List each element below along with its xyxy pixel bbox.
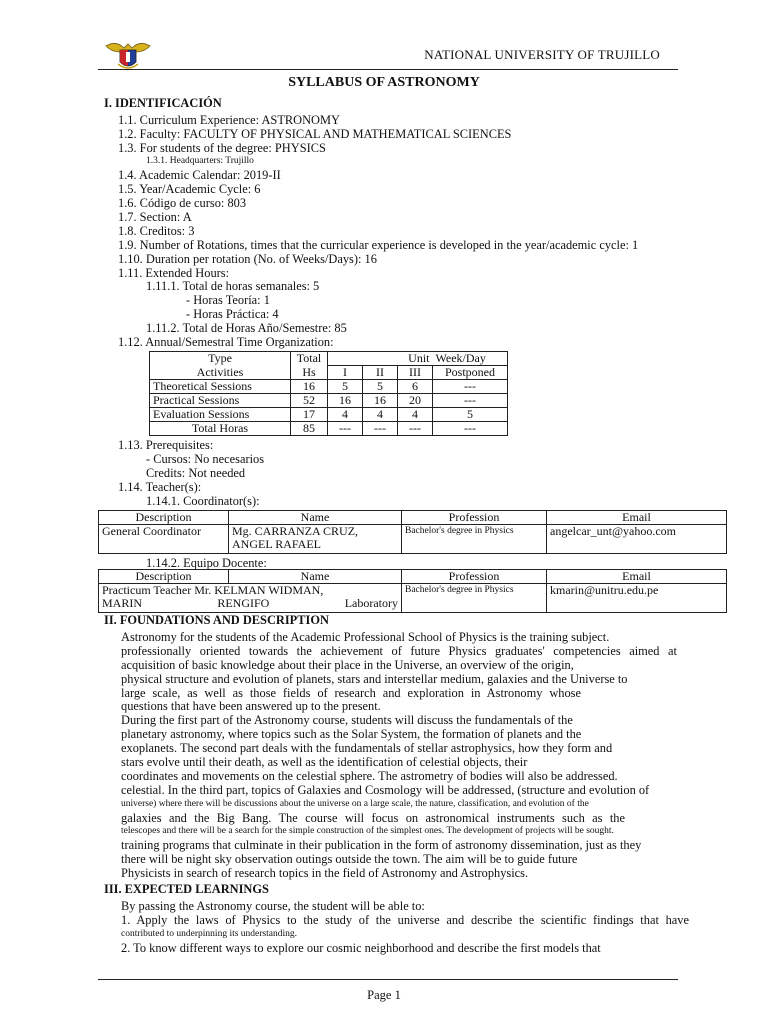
table-header: Description — [99, 511, 229, 525]
table-cell: 52 — [291, 394, 328, 408]
paragraph-line: professionally oriented towards the achievement of future Physics graduates' competencies aimed at — [121, 643, 677, 658]
item-line: 1.3.1. Headquarters: Trujillo — [146, 156, 254, 166]
table-cell: 5 — [328, 380, 363, 394]
table-cell: Theoretical Sessions — [150, 380, 291, 394]
item-line: 1.6. Código de curso: 803 — [118, 196, 247, 210]
coordinator-name-line1: Mg. CARRANZA CRUZ, — [232, 524, 359, 538]
section-heading: II. FOUNDATIONS AND DESCRIPTION — [104, 613, 329, 627]
table-row — [150, 380, 508, 394]
table-header: Activities — [150, 366, 291, 380]
item-line: 1.7. Section: A — [118, 210, 192, 224]
paragraph-line: planetary astronomy, where topics such as the Solar System, the formation of planets and the — [121, 727, 582, 742]
time-organization-table — [149, 351, 508, 436]
table-cell: 5 — [363, 380, 398, 394]
teacher-surname2: RENGIFO — [217, 596, 270, 610]
table-row — [99, 584, 727, 613]
table-header: Profession — [402, 511, 547, 525]
table-cell: Practical Sessions — [150, 394, 291, 408]
teacher-line2 — [102, 597, 398, 610]
item-line: Credits: Not needed — [146, 466, 246, 480]
item-line: 1.4. Academic Calendar: 2019-II — [118, 168, 281, 182]
item-line: 1.11.1. Total de horas semanales: 5 — [146, 279, 320, 293]
table-header: Name — [229, 570, 402, 584]
table-cell: 4 — [398, 408, 433, 422]
item-line: 1.8. Creditos: 3 — [118, 224, 195, 238]
paragraph-line: 1. Apply the laws of Physics to the study of the universe and describe the scientific findings that have — [121, 912, 689, 927]
item-line: 1.1. Curriculum Experience: ASTRONOMY — [118, 113, 340, 127]
item-line: 1.14.2. Equipo Docente: — [146, 556, 267, 570]
page-number: Page 1 — [367, 988, 401, 1002]
item-line: 1.11. Extended Hours: — [118, 266, 230, 280]
footer-rule — [98, 979, 678, 980]
item-line: - Horas Teoría: 1 — [186, 293, 270, 307]
table-cell: --- — [433, 422, 508, 436]
table-cell: --- — [328, 422, 363, 436]
table-cell: 4 — [363, 408, 398, 422]
table-cell: Bachelor's degree in Physics — [402, 525, 547, 554]
table-cell: Total Horas — [150, 422, 291, 436]
paragraph-line: By passing the Astronomy course, the student will be able to: — [121, 899, 425, 913]
table-header: II — [363, 366, 398, 380]
paragraph-line: questions that have been answered up to the present. — [121, 699, 381, 714]
table-cell: 16 — [291, 380, 328, 394]
table-header: Name — [229, 511, 402, 525]
table-row — [99, 525, 727, 554]
paragraph-line: acquisition of basic knowledge about their place in the Universe, an overview of the origin, — [121, 657, 574, 672]
paragraph-line: telescopes and there will be a search for the simple construction of the simplest ones. The development of projects will be sought. — [121, 826, 614, 837]
teacher-role: Laboratory — [344, 596, 398, 610]
table-header: Hs — [291, 366, 328, 380]
paragraph-line: universe) where there will be discussions about the universe on a large scale, the nature, classification, and evolution of the — [121, 798, 589, 809]
table-cell: --- — [398, 422, 433, 436]
section-heading: I. IDENTIFICACIÓN — [104, 96, 222, 110]
table-cell: --- — [433, 394, 508, 408]
table-cell: 20 — [398, 394, 433, 408]
paragraph-line: 2. To know different ways to explore our cosmic neighborhood and describe the first models that — [121, 940, 601, 955]
item-line: 1.9. Number of Rotations, times that the curricular experience is developed in the year/academic cycle: 1 — [118, 238, 639, 252]
table-cell: 16 — [363, 394, 398, 408]
teacher-surname: MARIN — [102, 596, 143, 610]
item-line: 1.13. Prerequisites: — [118, 438, 214, 452]
paragraph-line: contributed to underpinning its understanding. — [121, 928, 297, 939]
table-header: Email — [547, 570, 727, 584]
table-header: III — [398, 366, 433, 380]
item-line: 1.14. Teacher(s): — [118, 480, 202, 494]
paragraph-line: training programs that culminate in their publication in the form of astronomy dissemination, just as they — [121, 838, 642, 853]
paragraph-line: Astronomy for the students of the Academic Professional School of Physics is the training subject. — [121, 630, 610, 644]
table-header: Type — [150, 352, 291, 366]
table-row — [150, 394, 508, 408]
table-cell: --- — [433, 380, 508, 394]
item-line: 1.14.1. Coordinator(s): — [146, 494, 260, 508]
university-logo-icon — [104, 38, 152, 72]
table-cell: 85 — [291, 422, 328, 436]
table-cell: 17 — [291, 408, 328, 422]
paragraph-line: During the first part of the Astronomy course, students will discuss the fundamentals of the — [121, 713, 573, 728]
paragraph-line: coordinates and movements on the celestial sphere. The astrometry of bodies will also be addressed. — [121, 768, 618, 783]
paragraph-line: large scale, as well as those fields of research and exploration in Astronomy whose — [121, 685, 581, 700]
paragraph-line: celestial. In the third part, topics of Galaxies and Cosmology will be addressed, (structure and evolution of — [121, 782, 650, 797]
item-line: 1.2. Faculty: FACULTY OF PHYSICAL AND MATHEMATICAL SCIENCES — [118, 127, 512, 141]
table-cell — [229, 525, 402, 554]
table-cell: angelcar_unt@yahoo.com — [547, 525, 727, 554]
learnings-paragraph — [121, 900, 689, 956]
table-header: Week/Day — [433, 352, 508, 366]
table-cell: General Coordinator — [99, 525, 229, 554]
paragraph-line: Physicists in search of research topics in the field of Astronomy and Astrophysics. — [121, 866, 529, 881]
table-cell: 6 — [398, 380, 433, 394]
table-cell: 16 — [328, 394, 363, 408]
item-line: 1.11.2. Total de Horas Año/Semestre: 85 — [146, 321, 347, 335]
paragraph-line: physical structure and evolution of planets, stars and interstellar medium, galaxies and the Universe to — [121, 671, 628, 686]
teacher-line1: Practicum Teacher Mr. KELMAN WIDMAN, — [102, 583, 324, 597]
table-row — [150, 422, 508, 436]
table-header: Unit — [328, 352, 433, 366]
item-line: 1.12. Annual/Semestral Time Organization: — [118, 335, 334, 349]
item-line: - Cursos: No necesarios — [146, 452, 265, 466]
table-row — [150, 408, 508, 422]
table-cell: kmarin@unitru.edu.pe — [547, 584, 727, 613]
table-header: I — [328, 366, 363, 380]
coordinator-name-line2: ANGEL RAFAEL — [232, 537, 321, 551]
teaching-team-table — [98, 569, 727, 613]
item-line: 1.3. For students of the degree: PHYSICS — [118, 141, 326, 155]
item-line: - Horas Práctica: 4 — [186, 307, 279, 321]
table-cell: 4 — [328, 408, 363, 422]
paragraph-line: stars evolve until their death, as well as the identification of celestial objects, their — [121, 755, 528, 770]
table-cell: --- — [363, 422, 398, 436]
table-header: Description — [99, 570, 229, 584]
item-line: 1.5. Year/Academic Cycle: 6 — [118, 182, 261, 196]
paragraph-line: there will be night sky observation outings outside the town. The aim will be to guide future — [121, 852, 578, 867]
description-paragraph — [121, 631, 677, 881]
coordinator-table — [98, 510, 727, 554]
table-cell: Evaluation Sessions — [150, 408, 291, 422]
item-line: 1.10. Duration per rotation (No. of Weeks/Days): 16 — [118, 252, 377, 266]
table-cell: 5 — [433, 408, 508, 422]
header-rule — [98, 69, 678, 70]
university-name: NATIONAL UNIVERSITY OF TRUJILLO — [424, 47, 660, 62]
table-cell — [99, 584, 402, 613]
table-header: Email — [547, 511, 727, 525]
table-header: Profession — [402, 570, 547, 584]
table-cell: Bachelor's degree in Physics — [402, 584, 547, 613]
table-header: Total — [291, 352, 328, 366]
paragraph-line: galaxies and the Big Bang. The course will focus on astronomical instruments such as the — [121, 810, 625, 825]
table-header: Postponed — [433, 366, 508, 380]
paragraph-line: exoplanets. The second part deals with the fundamentals of stellar astrophysics, how they form and — [121, 741, 613, 756]
document-title: SYLLABUS OF ASTRONOMY — [288, 75, 480, 90]
section-heading: III. EXPECTED LEARNINGS — [104, 882, 269, 896]
